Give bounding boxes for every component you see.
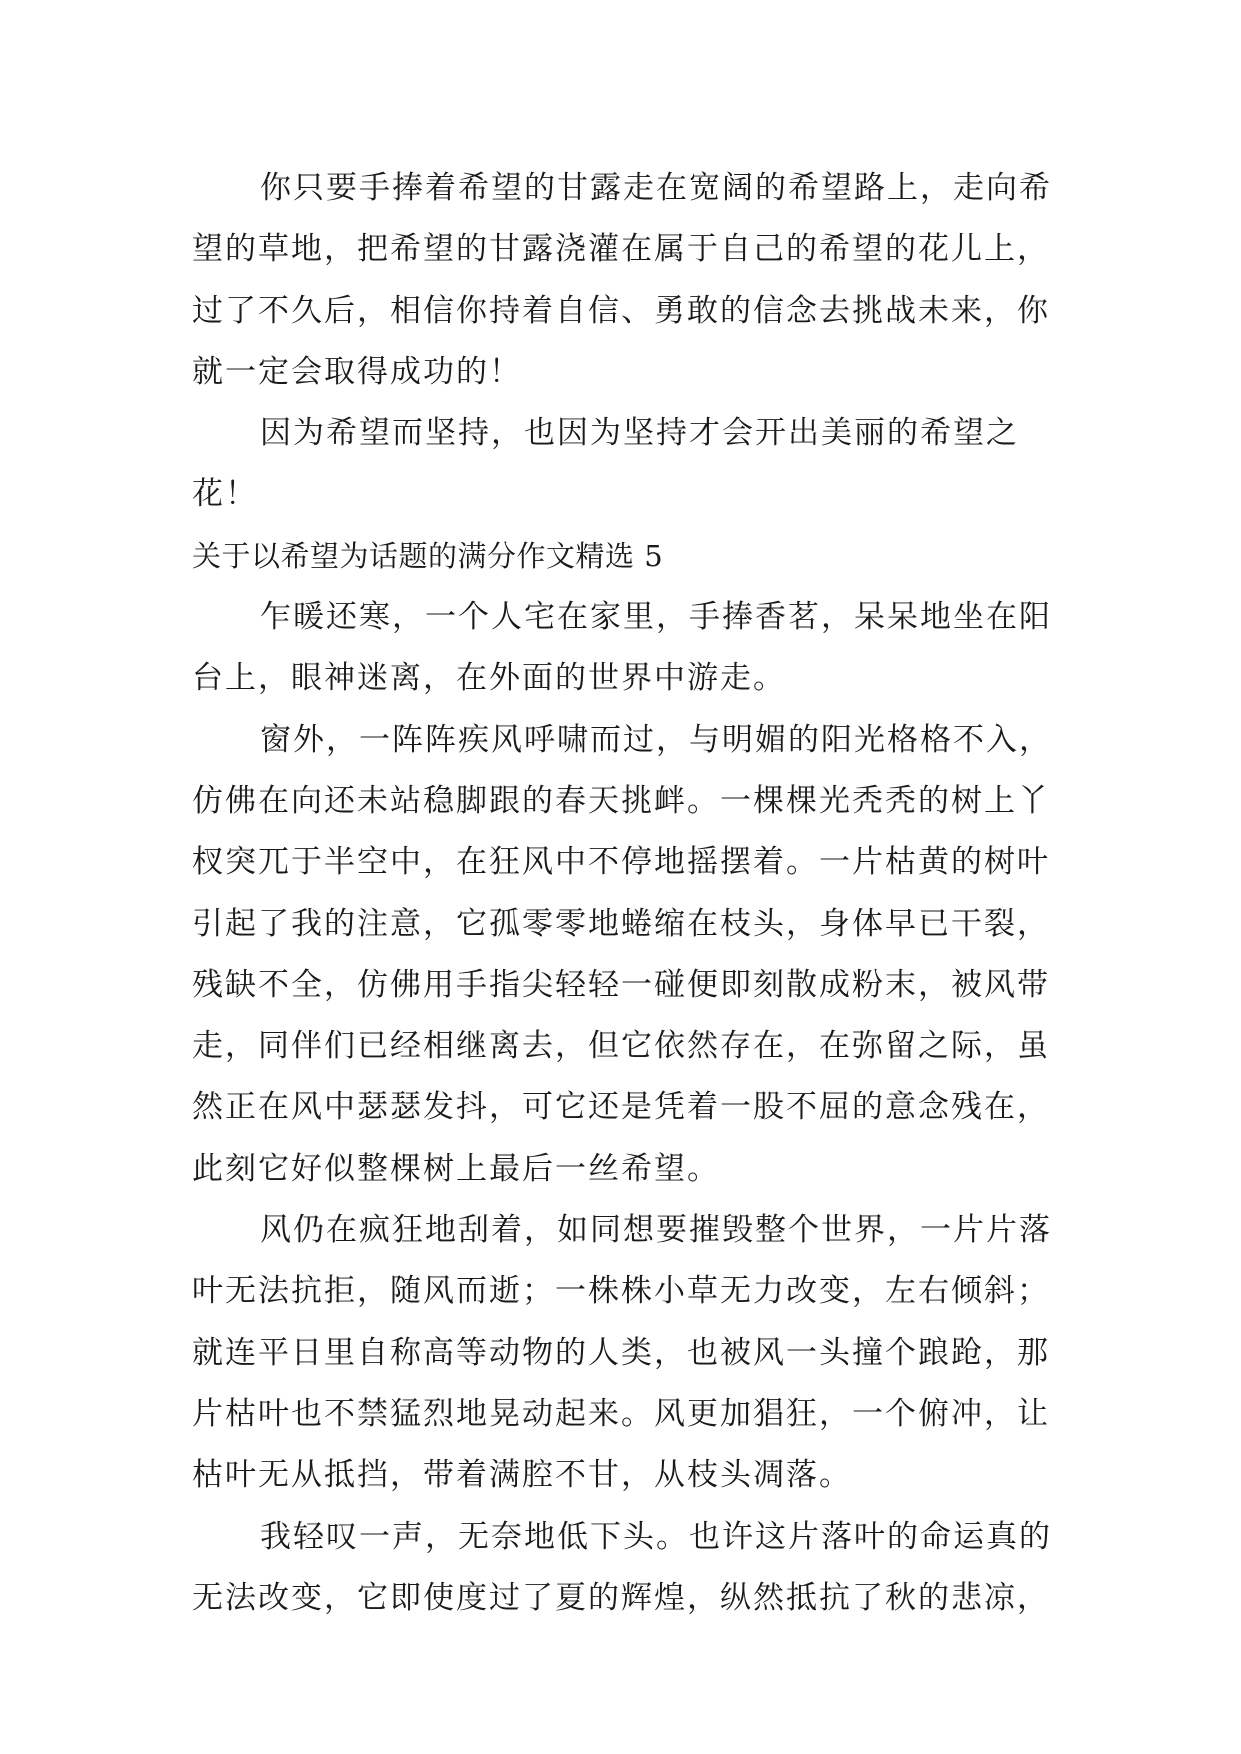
section-heading xyxy=(192,526,1072,587)
text-line: 风仍在疯狂地刮着，如同想要摧毁整个世界，一片片落 xyxy=(260,1212,1052,1249)
text-line: 望的草地，把希望的甘露浇灌在属于自己的希望的花儿上， xyxy=(192,231,1050,268)
text-line: 引起了我的注意，它孤零零地蜷缩在枝头，身体早已干裂， xyxy=(192,905,1050,942)
paragraph xyxy=(192,1507,1072,1630)
text-line: 枯叶无从抵挡，带着满腔不甘，从枝头凋落。 xyxy=(192,1457,852,1494)
text-line: 残缺不全，仿佛用手指尖轻轻一碰便即刻散成粉末，被风带 xyxy=(192,966,1050,1003)
text-line: 就一定会取得成功的！ xyxy=(192,353,522,390)
text-line: 此刻它好似整棵树上最后一丝希望。 xyxy=(192,1150,720,1187)
text-line: 仿佛在向还未站稳脚跟的春天挑衅。一棵棵光秃秃的树上丫 xyxy=(192,782,1050,819)
paragraph xyxy=(192,710,1072,1200)
paragraph xyxy=(192,1200,1072,1506)
paragraph xyxy=(192,403,1072,526)
text-line: 无法改变，它即使度过了夏的辉煌，纵然抵抗了秋的悲凉， xyxy=(192,1579,1050,1616)
text-line: 过了不久后，相信你持着自信、勇敢的信念去挑战未来，你 xyxy=(192,292,1050,329)
text-line: 杈突兀于半空中，在狂风中不停地摇摆着。一片枯黄的树叶 xyxy=(192,844,1050,881)
text-line: 然正在风中瑟瑟发抖，可它还是凭着一股不屈的意念残在， xyxy=(192,1089,1050,1126)
text-line: 走，同伴们已经相继离去，但它依然存在，在弥留之际，虽 xyxy=(192,1028,1050,1065)
text-line: 你只要手捧着希望的甘露走在宽阔的希望路上，走向希 xyxy=(260,170,1052,206)
document-body xyxy=(192,158,1072,1629)
paragraph xyxy=(192,587,1072,710)
text-line: 我轻叹一声，无奈地低下头。也许这片落叶的命运真的 xyxy=(260,1518,1052,1555)
heading-line: 关于以希望为话题的满分作文精选 5 xyxy=(192,538,664,573)
text-line: 窗外，一阵阵疾风呼啸而过，与明媚的阳光格格不入， xyxy=(260,721,1052,758)
paragraph xyxy=(192,158,1072,403)
text-line: 花！ xyxy=(192,476,258,513)
text-line: 叶无法抗拒，随风而逝；一株株小草无力改变，左右倾斜； xyxy=(192,1273,1050,1310)
text-line: 就连平日里自称高等动物的人类，也被风一头撞个踉跄，那 xyxy=(192,1334,1050,1371)
text-line: 乍暖还寒，一个人宅在家里，手捧香茗，呆呆地坐在阳 xyxy=(260,599,1052,636)
text-line: 台上，眼神迷离，在外面的世界中游走。 xyxy=(192,660,786,697)
text-line: 片枯叶也不禁猛烈地晃动起来。风更加猖狂，一个俯冲，让 xyxy=(192,1395,1050,1432)
text-line: 因为希望而坚持，也因为坚持才会开出美丽的希望之 xyxy=(260,415,1019,452)
